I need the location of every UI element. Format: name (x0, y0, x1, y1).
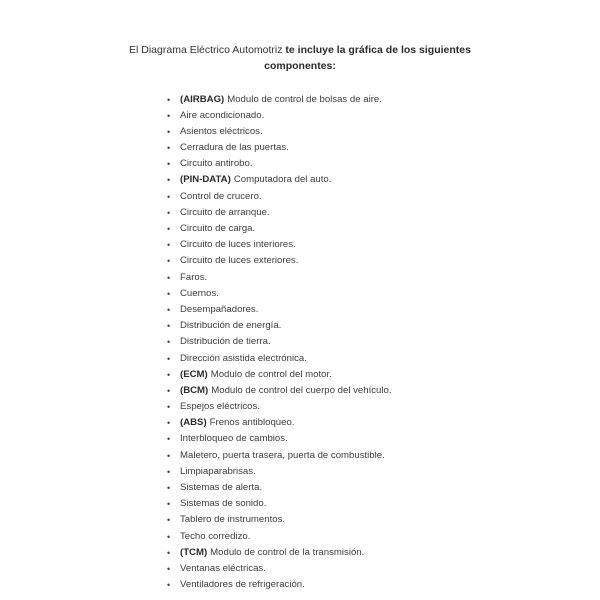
list-item (166, 92, 392, 108)
bullet-icon: • (167, 337, 171, 348)
list-item-text: Faros. (180, 271, 208, 283)
list-item-text: Circuito de luces interiores. (180, 239, 296, 251)
bullet-icon: • (167, 143, 171, 154)
list-item (166, 172, 392, 188)
bullet-icon: • (167, 224, 171, 234)
list-item-code: (ECM) (180, 368, 208, 380)
list-item (166, 237, 392, 253)
intro-plain-text: El Diagrama Eléctrico Automotriz (129, 44, 286, 56)
list-item (166, 302, 392, 318)
list-item (166, 140, 392, 156)
list-item-text: Tablero de instrumentos. (180, 514, 286, 526)
list-item-text: Cerradura de las puertas. (180, 142, 289, 154)
intro-bold-text-line2: componentes: (264, 60, 336, 72)
list-item-code: (ABS) (180, 417, 207, 429)
list-item-text: Circuito antirobo. (180, 158, 253, 170)
list-item (166, 221, 392, 237)
list-item-text: Aire acondicionado. (180, 109, 265, 121)
list-item-text: Distribución de tierra. (180, 336, 271, 348)
list-item (166, 205, 392, 221)
list-item-code: (AIRBAG) (180, 93, 225, 105)
list-item-text: Circuito de arranque. (180, 206, 270, 218)
list-item (166, 189, 392, 205)
list-item (166, 545, 392, 561)
bullet-icon: • (167, 434, 171, 445)
list-item-code: (TCM) (180, 546, 208, 558)
list-item-code: (PIN-DATA) (180, 174, 231, 186)
list-item-text: Modulo de control de la transmisión. (210, 546, 365, 558)
bullet-icon: • (167, 94, 171, 105)
list-item-text: Sistemas de sonido. (180, 498, 267, 510)
component-list (166, 92, 392, 594)
list-item-text: Interbloqueo de cambios. (180, 433, 288, 445)
list-item-text: Techo corredizo. (180, 530, 251, 542)
list-item (166, 124, 392, 140)
intro-paragraph (0, 42, 600, 74)
bullet-icon: • (167, 191, 171, 202)
list-item-text: Ventiladores de refrigeración. (180, 579, 305, 591)
bullet-icon: • (167, 240, 171, 251)
list-item (166, 156, 392, 172)
list-item (166, 367, 392, 383)
list-item-text: Dirección asistida electrónica. (180, 352, 307, 364)
list-item-text: Sistemas de alerta. (180, 482, 263, 493)
list-item-text: Circuito de carga. (180, 223, 256, 234)
list-item-text: Control de crucero. (180, 190, 262, 202)
list-item (166, 253, 392, 269)
bullet-icon: • (167, 402, 171, 413)
list-item-text: Modulo de control del cuerpo del vehículo. (211, 384, 392, 396)
list-item-text: Distribución de energía. (180, 320, 282, 332)
bullet-icon: • (167, 110, 171, 121)
bullet-icon: • (167, 499, 171, 510)
list-item (166, 561, 392, 577)
list-item (166, 415, 392, 431)
bullet-icon: • (167, 369, 171, 380)
list-item (166, 448, 392, 464)
bullet-icon: • (167, 272, 171, 283)
intro-bold-text-line1: te incluye la gráfica de los siguientes (285, 44, 471, 56)
bullet-icon: • (167, 304, 171, 315)
list-item-text: Ventanas eléctricas. (180, 562, 266, 574)
list-item-text: Maletero, puerta trasera, puerta de combustible. (180, 449, 385, 461)
list-item-text: Circuito de luces exteriores. (180, 255, 299, 267)
list-item-text: Frenos antibloqueo. (209, 417, 295, 429)
list-item (166, 480, 392, 496)
bullet-icon: • (167, 531, 171, 542)
list-item (166, 431, 392, 447)
bullet-icon: • (167, 159, 171, 170)
bullet-icon: • (167, 580, 171, 591)
list-item (166, 529, 392, 545)
bullet-icon: • (167, 207, 171, 218)
bullet-icon: • (167, 547, 171, 558)
list-item (166, 318, 392, 334)
bullet-icon: • (167, 288, 171, 299)
list-item-code: (BCM) (180, 384, 209, 396)
bullet-icon: • (167, 175, 171, 186)
bullet-icon: • (167, 515, 171, 526)
list-item (166, 464, 392, 480)
bullet-icon: • (167, 483, 171, 493)
list-item (166, 512, 392, 528)
bullet-icon: • (167, 385, 171, 396)
bullet-icon: • (167, 450, 171, 461)
bullet-icon: • (167, 353, 171, 364)
list-item-text: Modulo de control de bolsas de aire. (227, 93, 382, 105)
bullet-icon: • (167, 126, 171, 137)
list-item (166, 399, 392, 415)
list-item (166, 286, 392, 302)
list-item-text: Limpiaparabrisas. (180, 465, 256, 477)
bullet-icon: • (167, 466, 171, 477)
list-item-text: Computadora del auto. (233, 174, 332, 186)
list-item (166, 334, 392, 350)
list-item (166, 270, 392, 286)
list-item-text: Cuernos. (180, 287, 219, 299)
list-item (166, 577, 392, 593)
list-item (166, 351, 392, 367)
list-item-text: Asientos eléctricos. (180, 125, 263, 137)
bullet-icon: • (167, 563, 171, 574)
list-item-text: Espejos eléctricos. (180, 401, 260, 413)
list-item-text: Modulo de control del motor. (210, 368, 332, 380)
list-item (166, 108, 392, 124)
bullet-icon: • (167, 418, 171, 429)
bullet-icon: • (167, 256, 171, 267)
list-item (166, 383, 392, 399)
list-item-text: Desempañadores. (180, 303, 259, 315)
bullet-icon: • (167, 321, 171, 332)
list-item (166, 496, 392, 512)
